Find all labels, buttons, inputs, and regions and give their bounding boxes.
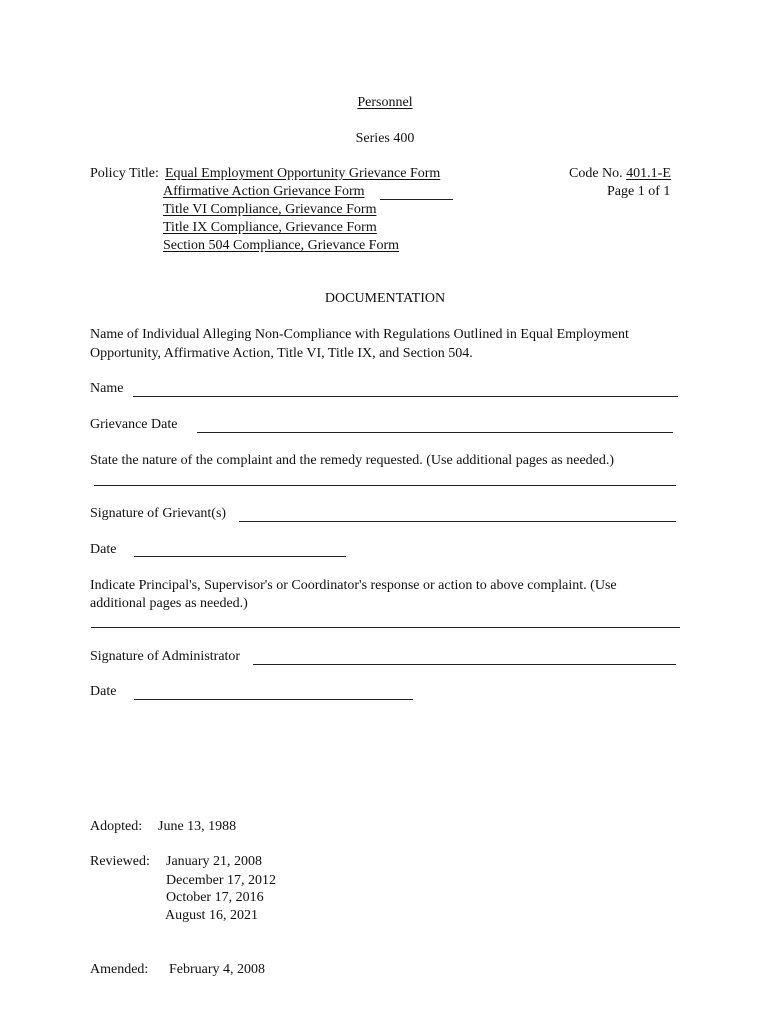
response-field[interactable] xyxy=(91,627,680,628)
reviewed-date-2: December 17, 2012 xyxy=(166,873,277,888)
amended-label: Amended: xyxy=(90,962,149,977)
code-value: 401.1-E xyxy=(626,166,671,181)
name-field[interactable] xyxy=(133,396,678,397)
reviewed-date-1: January 21, 2008 xyxy=(166,854,263,869)
code-number xyxy=(569,165,671,183)
series-heading: Series 400 xyxy=(355,131,415,146)
administrator-signature-label: Signature of Administrator xyxy=(90,649,241,664)
response-instruction-line-2: additional pages as needed.) xyxy=(90,596,248,611)
adopted-date: June 13, 1988 xyxy=(158,819,237,834)
reviewed-date-3: October 17, 2016 xyxy=(166,890,264,905)
response-instruction-line-1: Indicate Principal's, Supervisor's or Coordinator's response or action to above complaint. (Use xyxy=(90,578,617,593)
administrator-signature-field[interactable] xyxy=(253,664,676,665)
reviewed-label: Reviewed: xyxy=(90,854,150,869)
grievance-date-field[interactable] xyxy=(197,432,673,433)
amended-date: February 4, 2008 xyxy=(169,962,266,977)
complaint-field[interactable] xyxy=(94,485,676,486)
document-title: DOCUMENTATION xyxy=(324,291,446,306)
page-number: Page 1 of 1 xyxy=(607,184,671,199)
grievant-date-field[interactable] xyxy=(134,556,346,557)
administrator-date-label: Date xyxy=(90,684,117,699)
policy-title-5: Section 504 Compliance, Grievance Form xyxy=(163,238,399,253)
policy-title-label: Policy Title: xyxy=(90,166,159,181)
policy-title-1: Equal Employment Opportunity Grievance Form xyxy=(165,166,441,181)
complaint-instruction: State the nature of the complaint and the remedy requested. (Use additional pages as needed.) xyxy=(90,453,615,468)
intro-line-2: Opportunity, Affirmative Action, Title VI, Title IX, and Section 504. xyxy=(90,346,473,361)
code-label: Code No. xyxy=(569,166,623,181)
policy-title-4: Title IX Compliance, Grievance Form xyxy=(163,220,377,235)
section-heading xyxy=(0,94,770,112)
section-heading-text: Personnel xyxy=(357,95,413,110)
adopted-label: Adopted: xyxy=(90,819,143,834)
reviewed-date-4: August 16, 2021 xyxy=(165,908,258,923)
policy-title-3: Title VI Compliance, Grievance Form xyxy=(163,202,377,217)
grievant-signature-field[interactable] xyxy=(239,521,676,522)
administrator-date-field[interactable] xyxy=(134,699,413,700)
policy-title-2: Affirmative Action Grievance Form xyxy=(163,184,365,199)
name-label: Name xyxy=(90,381,124,396)
intro-line-1: Name of Individual Alleging Non-Compliance with Regulations Outlined in Equal Employment xyxy=(90,327,629,342)
grievant-signature-label: Signature of Grievant(s) xyxy=(90,506,227,521)
policy-title-2-underline-extension xyxy=(380,199,453,200)
grievant-date-label: Date xyxy=(90,542,117,557)
grievance-date-label: Grievance Date xyxy=(90,417,178,432)
